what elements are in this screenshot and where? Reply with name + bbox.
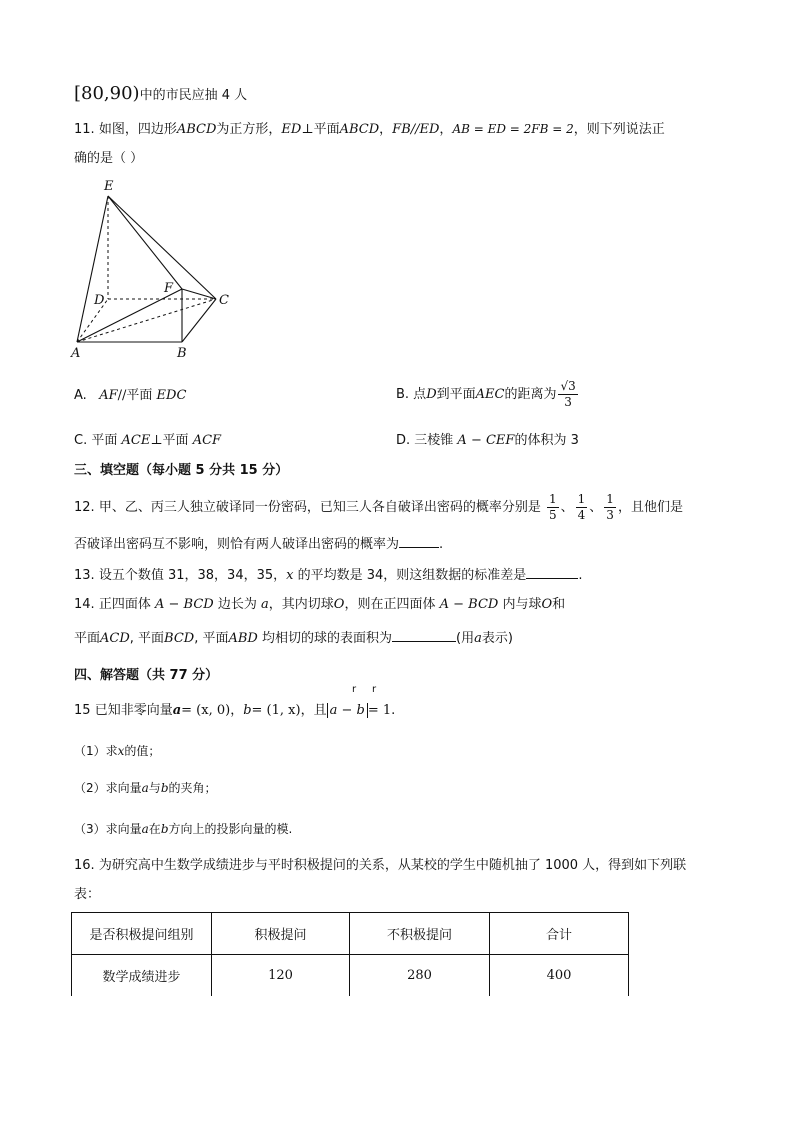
section-3-title: 三、填空题 — [74, 463, 140, 478]
section-4-title: 四、解答题 — [74, 668, 140, 683]
q11-math-ed: ED — [281, 122, 302, 137]
fraction-one-third — [604, 492, 616, 523]
option-b-text: 到平面 — [436, 387, 476, 402]
label-b: B — [177, 346, 187, 361]
option-c-math: ACF — [192, 433, 222, 448]
q13-text: 设五个数值 31，38，34，35， — [98, 568, 287, 583]
q14-line2 — [74, 629, 513, 649]
q15-part-text: （2）求向量 — [74, 781, 142, 795]
q14-math-o: O — [333, 597, 345, 612]
q11-option-c — [74, 431, 221, 451]
q14-text: (用 — [456, 631, 475, 646]
option-b-math: D — [426, 387, 437, 402]
option-c-text: 平面 — [162, 433, 189, 448]
q11-option-b — [396, 375, 580, 415]
fraction-denominator: 3 — [606, 508, 614, 522]
parallel-symbol: // — [117, 388, 127, 403]
q16-line2: 表： — [74, 887, 101, 902]
q12-separator: 、 — [589, 500, 603, 515]
q15-text: 已知非零向量 — [94, 703, 173, 718]
fraction-one-fifth — [547, 492, 559, 523]
q12-text: 甲、乙、丙三人独立破译同一份密码，已知三人各自破译出密码的概率分别是 — [98, 500, 541, 515]
q15-part-text: （3）求向量 — [74, 822, 142, 836]
q14-text: ，其内切球 — [268, 597, 334, 612]
option-b-text: 的距离为 — [504, 387, 557, 402]
fraction-numerator: 1 — [548, 492, 557, 506]
q11-text: ， — [379, 122, 393, 137]
perp-symbol: ⊥ — [150, 433, 163, 448]
table-cell: 400 — [490, 955, 629, 997]
q12-text: 否破译出密码互不影响，则恰有两人破译出密码的概率为 — [74, 537, 400, 552]
label-e: E — [104, 179, 114, 194]
table-header-cell: 是否积极提问组别 — [72, 913, 212, 955]
fraction-sqrt3-over-3 — [558, 379, 577, 410]
option-b-math: AEC — [475, 387, 505, 402]
q15-abs-expression: a − b — [327, 703, 368, 718]
vector-arrow-mark: r — [372, 684, 377, 695]
q11-stem-line1 — [74, 119, 665, 140]
q16-number: 16. — [74, 858, 95, 873]
q13-number: 13. — [74, 568, 95, 583]
q11-text: ， — [439, 122, 453, 137]
q15-stem — [74, 701, 395, 721]
q13-period: . — [578, 568, 583, 583]
q16-text: 为研究高中生数学成绩进步与平时积极提问的关系，从某校的学生中随机抽了 1000 人，得到如下列联 — [98, 858, 687, 873]
q14-text: 正四面体 — [98, 597, 151, 612]
vector-arrow-mark: r — [352, 684, 357, 695]
q15-part-text: 的值； — [124, 744, 161, 758]
section-4-score: （共 77 分） — [139, 668, 219, 683]
q15-part-3 — [74, 819, 292, 839]
q15-part-text: 与 — [148, 781, 161, 795]
q15-part-1 — [74, 741, 160, 761]
q15-part-text: （1）求 — [74, 744, 118, 758]
q14-math-o: O — [541, 597, 553, 612]
option-a-label: A. — [74, 388, 87, 403]
answer-blank[interactable] — [399, 535, 439, 548]
q15-math: = 1. — [367, 703, 396, 718]
section-3-score: （每小题 5 分共 15 分） — [139, 463, 289, 478]
q14-text: 表示) — [481, 631, 513, 646]
q14-text: , 平面 — [194, 631, 229, 646]
q15-text: ， — [230, 703, 244, 718]
q14-number: 14. — [74, 597, 95, 612]
q15-number: 15 — [74, 703, 91, 718]
previous-answer-line — [74, 84, 247, 106]
table-header-cell: 积极提问 — [212, 913, 350, 955]
fraction-numerator: 1 — [606, 492, 614, 506]
table-cell: 数学成绩进步 — [72, 955, 212, 997]
q14-text: , 平面 — [129, 631, 165, 646]
q11-math-fb-parallel-ed: FB//ED — [392, 122, 440, 137]
table-header-cell: 不积极提问 — [350, 913, 490, 955]
option-a-text: 平面 — [126, 388, 153, 403]
contingency-table — [71, 912, 629, 996]
label-c: C — [219, 293, 229, 308]
q11-text: 为正方形， — [216, 122, 282, 137]
q12-text: ，且他们是 — [617, 500, 683, 515]
option-c-label: C. 平面 — [74, 433, 118, 448]
option-d-label: D. 三棱锥 — [396, 433, 454, 448]
table-header-cell: 合计 — [490, 913, 629, 955]
fraction-one-quarter — [576, 492, 588, 523]
q15-vector-b: b — [243, 703, 252, 718]
label-f: F — [164, 281, 174, 296]
q15-math-a: a — [141, 822, 149, 836]
edge-af — [77, 289, 182, 342]
q13-text: 的平均数是 34，则这组数据的标准差是 — [297, 568, 527, 583]
q14-text: 均相切的球的表面积为 — [262, 631, 393, 646]
q14-line1 — [74, 595, 565, 615]
q11-option-d — [396, 431, 579, 451]
q12-period: . — [439, 537, 444, 552]
q15-math-b: b — [160, 781, 169, 795]
q15-part-text: 的夹角； — [168, 781, 217, 795]
q14-math-plane: BCD — [164, 631, 195, 646]
option-a-math: AF — [99, 388, 118, 403]
fraction-numerator: 1 — [577, 492, 586, 506]
label-a: A — [71, 346, 81, 361]
q14-text: 边长为 — [217, 597, 257, 612]
q11-text: 如图，四边形 — [98, 122, 177, 137]
answer-blank[interactable] — [526, 566, 578, 579]
q14-text: ，则在正四面体 — [344, 597, 436, 612]
q12-number: 12. — [74, 500, 95, 515]
table-row — [72, 955, 629, 997]
fraction-denominator: 3 — [564, 395, 572, 409]
edge-ef — [108, 196, 182, 289]
q11-stem-line2: 确的是（ ） — [74, 151, 144, 166]
q11-perp-symbol: ⊥ — [301, 122, 314, 137]
fraction-denominator: 4 — [577, 508, 586, 522]
section-3-heading — [74, 461, 288, 481]
q15-math: = (1, x) — [251, 703, 301, 718]
q14-math-a: a — [474, 631, 482, 646]
option-a-math: EDC — [156, 388, 187, 403]
fraction-numerator: √3 — [560, 379, 576, 393]
table-header-row — [72, 913, 629, 955]
edge-bc — [182, 299, 216, 342]
q14-math-a: a — [261, 597, 269, 612]
q11-math-abcd: ABCD — [176, 122, 217, 137]
q16-line1 — [74, 856, 686, 876]
q15-vector-a: a — [172, 703, 182, 718]
q15-math-b: b — [160, 822, 169, 836]
q11-math-abcd: ABCD — [339, 122, 380, 137]
section-4-heading — [74, 666, 218, 686]
q15-math-x: x — [117, 744, 125, 758]
option-d-text: 的体积为 3 — [514, 433, 579, 448]
label-d: D — [94, 293, 105, 308]
q15-text: ，且 — [300, 703, 327, 718]
q15-part-text: 方向上的投影向量的模. — [168, 822, 293, 836]
q14-math-tetra: A − BCD — [439, 597, 499, 612]
previous-answer-text: 中的市民应抽 4 人 — [139, 88, 248, 103]
q14-math-plane: ACD — [100, 631, 130, 646]
q15-math-a: a — [141, 781, 149, 795]
q13-math-x: x — [286, 568, 294, 583]
edge-ec — [108, 196, 216, 299]
q11-option-a — [74, 386, 186, 406]
q11-math-equation: AB = ED = 2FB = 2 — [452, 122, 574, 136]
q11-text: 平面 — [313, 122, 340, 137]
q15-math: = (x, 0) — [181, 703, 231, 718]
interval-notation: [80,90) — [74, 83, 140, 104]
q14-text: 内与球 — [502, 597, 542, 612]
q12-line1 — [74, 488, 683, 528]
q14-math-tetra: A − BCD — [154, 597, 214, 612]
q14-text: 平面 — [74, 631, 101, 646]
q15-part-text: 在 — [148, 822, 161, 836]
q12-separator: 、 — [560, 500, 574, 515]
pyramid-figure — [60, 175, 250, 365]
q12-line2 — [74, 535, 443, 555]
table-cell: 120 — [212, 955, 350, 997]
q11-text: ，则下列说法正 — [573, 122, 665, 137]
q14-text: 和 — [552, 597, 566, 612]
answer-blank[interactable] — [392, 629, 456, 642]
option-d-math: A − CEF — [457, 433, 515, 448]
option-c-math: ACE — [121, 433, 151, 448]
q13-line — [74, 566, 582, 586]
fraction-denominator: 5 — [548, 508, 557, 522]
q15-part-2 — [74, 778, 217, 798]
q11-number: 11. — [74, 122, 95, 137]
option-b-label: B. 点 — [396, 387, 427, 402]
table-cell: 280 — [350, 955, 490, 997]
q14-math-plane: ABD — [228, 631, 258, 646]
